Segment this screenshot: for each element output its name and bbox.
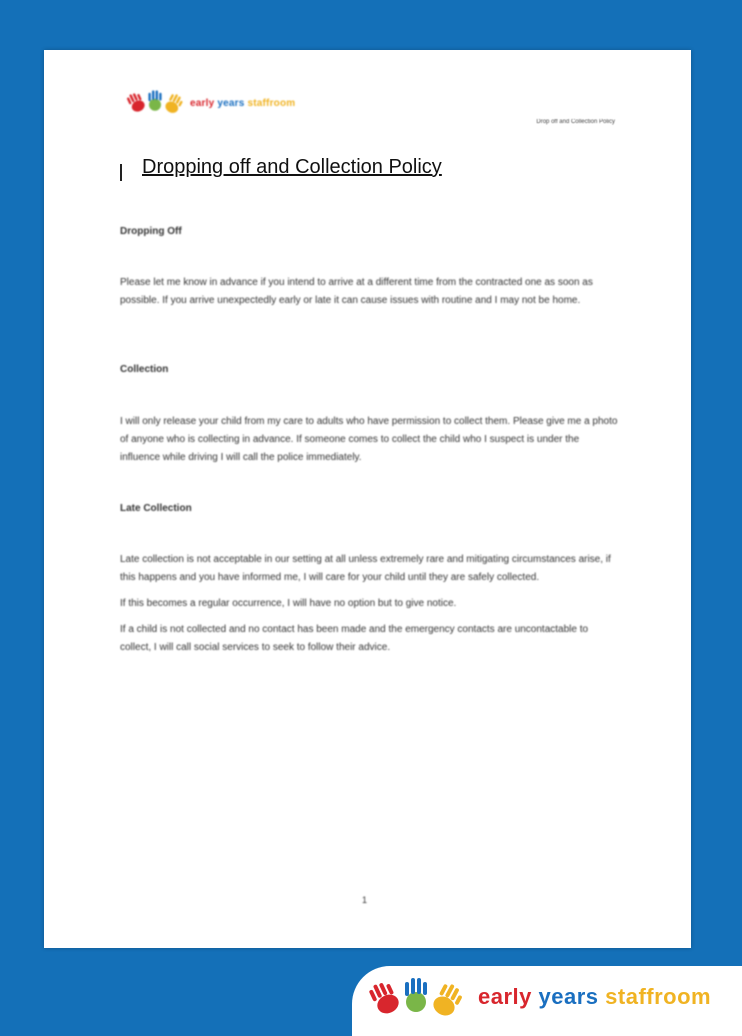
brand-badge bbox=[352, 966, 742, 1036]
document-logo bbox=[124, 88, 295, 118]
document-brand-text: early years staffroom bbox=[190, 97, 296, 109]
hands-logo-icon bbox=[124, 88, 186, 118]
page-number: 1 bbox=[362, 895, 368, 905]
section-body-collection bbox=[120, 413, 620, 467]
paragraph: Please let me know in advance if you intend to arrive at a different time from the contracted one as soon as possible. If you arrive unexpectedly early or late it can cause issues with routine and I may not be home. bbox=[120, 277, 593, 306]
section-heading-dropping-off: Dropping Off bbox=[120, 226, 182, 237]
paragraph: I will only release your child from my care to adults who have permission to collect them. Please give me a photo of anyone who is collecting in advance. If someone comes to collect the child who I suspect is under the influence while driving I will call the police immediately. bbox=[120, 416, 618, 463]
text-cursor bbox=[120, 164, 122, 181]
hands-logo-icon bbox=[366, 974, 466, 1024]
brand-text: early years staffroom bbox=[478, 984, 712, 1009]
paragraph: If a child is not collected and no contact has been made and the emergency contacts are uncontactable to collect, I will call social services to seek to follow their advice. bbox=[120, 624, 589, 653]
section-heading-collection: Collection bbox=[120, 364, 169, 375]
running-header: Drop off and Collection Policy bbox=[536, 119, 615, 125]
section-heading-late-collection: Late Collection bbox=[120, 503, 192, 514]
document-title: Dropping off and Collection Policy bbox=[142, 156, 442, 178]
paragraph: Late collection is not acceptable in our setting at all unless extremely rare and mitigating circumstances arise, if this happens and you have informed me, I will care for your child until they are safely collected. bbox=[120, 554, 611, 583]
paragraph: If this becomes a regular occurrence, I will have no option but to give notice. bbox=[120, 598, 457, 609]
section-body-late-collection bbox=[120, 551, 620, 657]
section-body-dropping-off bbox=[120, 274, 620, 310]
document-page bbox=[44, 50, 691, 948]
